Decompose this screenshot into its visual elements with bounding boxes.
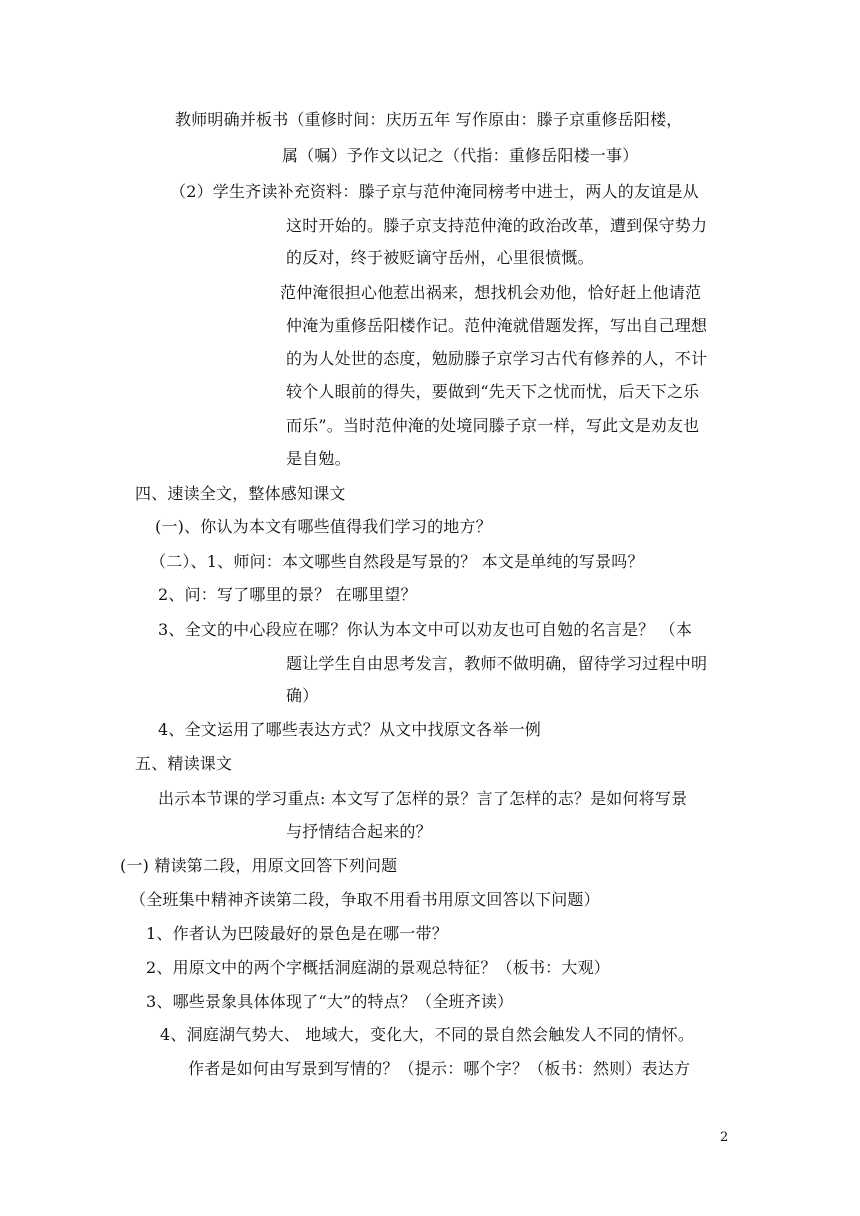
text-line: (一)、你认为本文有哪些值得我们学习的地方？	[155, 517, 492, 536]
text-line: 这时开始的。滕子京支持范仲淹的政治改革，遭到保守势力	[286, 216, 708, 235]
text-line: 3、全文的中心段应在哪？你认为本文中可以劝友也可自勉的名言是？ （本	[158, 620, 693, 639]
section-heading: 五、精读课文	[135, 754, 233, 773]
text-line: （2）学生齐读补充资料：滕子京与范仲淹同榜考中进士，两人的友谊是从	[170, 182, 699, 201]
text-line: 作者是如何由写景到写情的？（提示：哪个字？（板书：然则）表达方	[188, 1059, 691, 1078]
text-line: 范仲淹很担心他惹出祸来，想找机会劝他，恰好赶上他请范	[280, 283, 702, 302]
text-line: 仲淹为重修岳阳楼作记。范仲淹就借题发挥，写出自己理想	[286, 316, 708, 335]
text-line: 教师明确并板书（重修时间：庆历五年 写作原由：滕子京重修岳阳楼，	[175, 110, 683, 129]
text-line: （全班集中精神齐读第二段，争取不用看书用原文回答以下问题）	[130, 890, 600, 909]
text-line: 与抒情结合起来的？	[286, 822, 432, 841]
text-line: 的反对，终于被贬谪守岳州，心里很愤慨。	[286, 248, 594, 267]
text-line: 3、哪些景象具体体现了“大”的特点？（全班齐读）	[146, 992, 514, 1011]
text-line: 而乐”。当时范仲淹的处境同滕子京一样，写此文是劝友也	[286, 416, 700, 435]
text-line: 较个人眼前的得失，要做到“先天下之忧而忧，后天下之乐	[286, 382, 700, 401]
text-line: 2、用原文中的两个字概括洞庭湖的景观总特征？（板书：大观）	[146, 958, 610, 977]
text-line: 1、作者认为巴陵最好的景色是在哪一带？	[146, 924, 448, 943]
text-line: 确）	[286, 686, 319, 705]
text-line: 是自勉。	[286, 449, 351, 468]
text-line: 题让学生自由思考发言，教师不做明确，留待学习过程中明	[286, 654, 708, 673]
page-number: 2	[720, 1130, 729, 1145]
text-line: (一) 精读第二段，用原文回答下列问题	[120, 856, 398, 875]
text-line: 属（嘱）予作文以记之（代指：重修岳阳楼一事）	[282, 146, 639, 165]
text-line: 4、全文运用了哪些表达方式？从文中找原文各举一例	[158, 720, 541, 739]
text-line: 4、洞庭湖气势大、 地域大，变化大，不同的景自然会触发人不同的情怀。	[160, 1025, 695, 1044]
section-heading: 四、速读全文，整体感知课文	[135, 484, 346, 503]
text-line: 的为人处世的态度，勉励滕子京学习古代有修养的人，不计	[286, 349, 708, 368]
text-line: （二）、1、师问：本文哪些自然段是写景的？ 本文是单纯的写景吗？	[150, 552, 644, 571]
text-line: 出示本节课的学习重点: 本文写了怎样的景？言了怎样的志？是如何将写景	[158, 789, 688, 808]
text-line: 2、问：写了哪里的景？ 在哪里望？	[158, 585, 417, 604]
